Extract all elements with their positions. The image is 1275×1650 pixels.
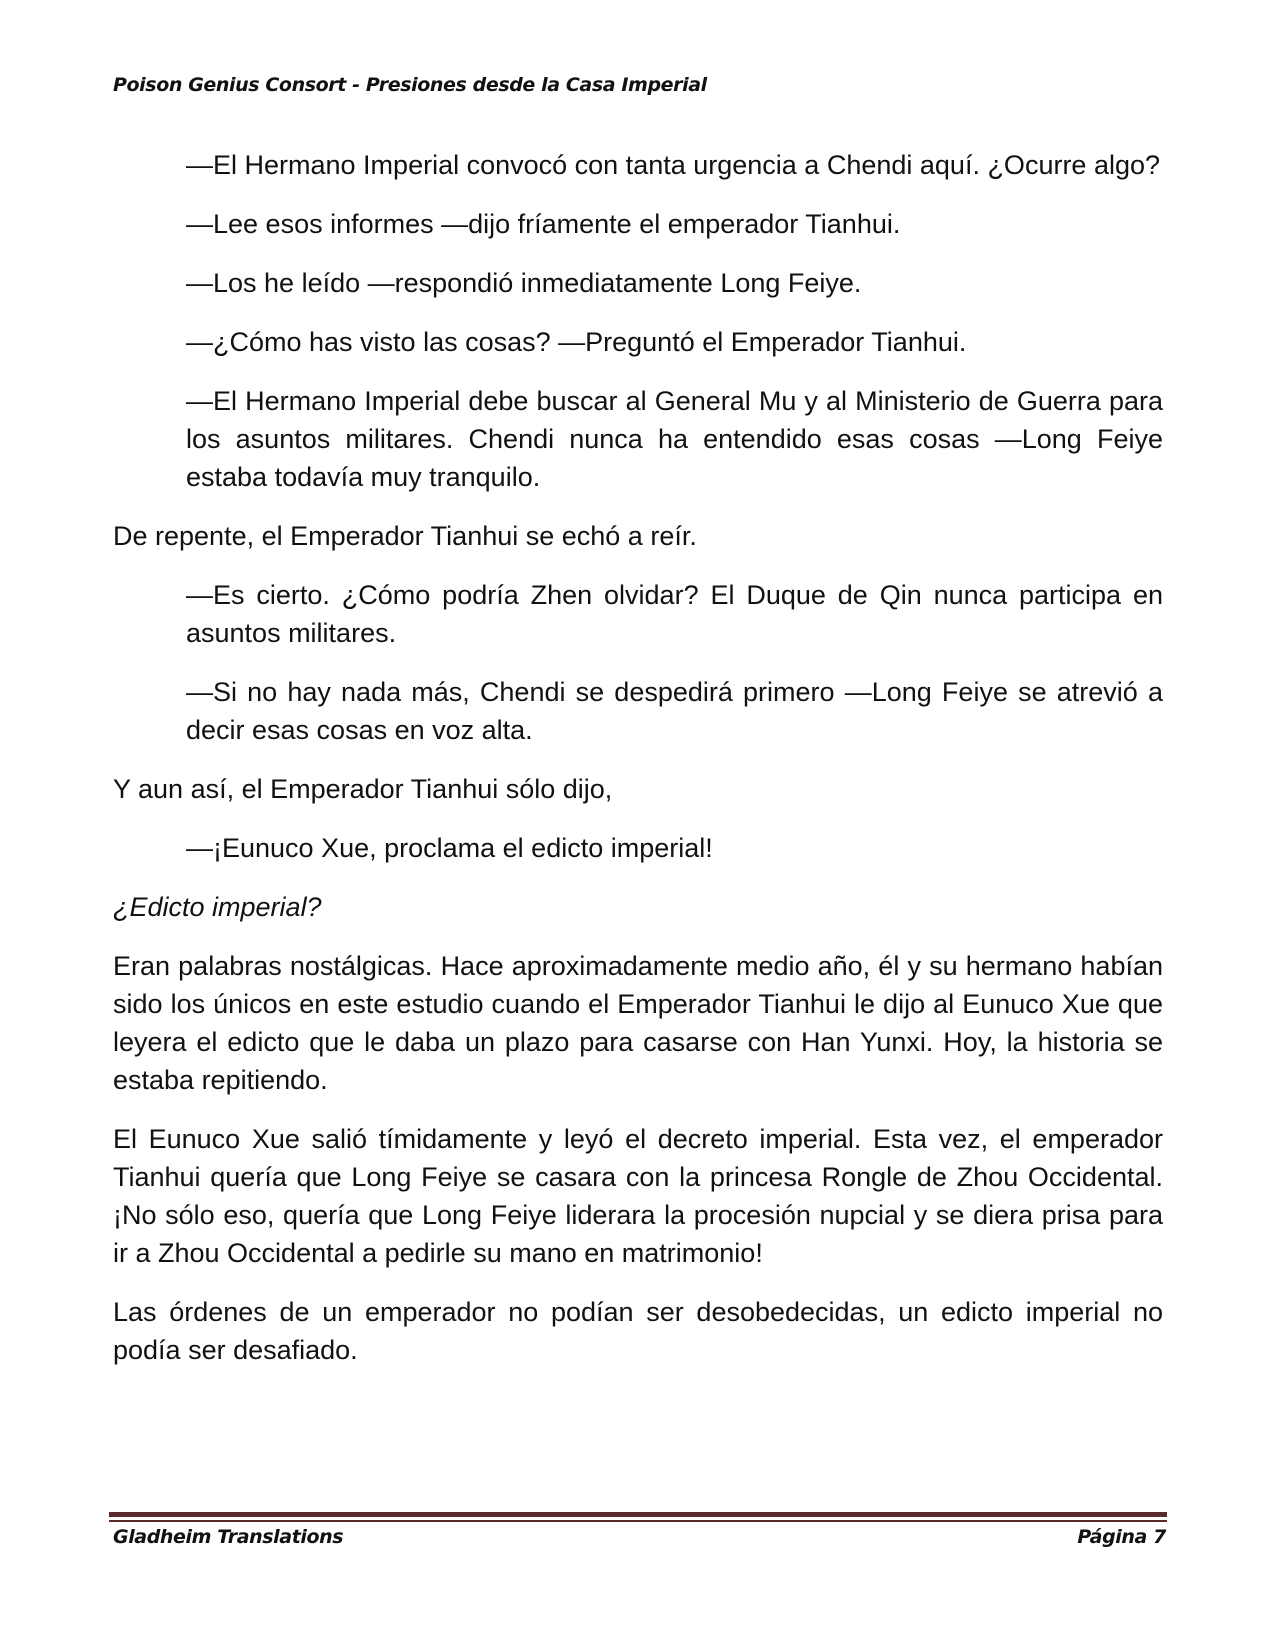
dialogue-paragraph: —¡Eunuco Xue, proclama el edicto imperial!: [186, 833, 713, 863]
dialogue-paragraph: —Lee esos informes —dijo fríamente el emperador Tianhui.: [186, 209, 901, 239]
document-body: [113, 146, 1163, 1390]
footer-divider-thin: [109, 1520, 1167, 1522]
footer-divider-thick: [109, 1512, 1167, 1517]
page-header-title: Poison Genius Consort - Presiones desde la Casa Imperial: [113, 74, 707, 96]
footer-page-number: Página 7: [1077, 1526, 1166, 1548]
footer-publisher: Gladheim Translations: [113, 1526, 344, 1548]
narration-paragraph: El Eunuco Xue salió tímidamente y leyó el decreto imperial. Esta vez, el emperador Tianhui quería que Long Feiye se casara con la princesa Rongle de Zhou Occidental. ¡No sólo eso, quería que Long Feiye liderara la procesión nupcial y se diera prisa para ir a Zhou Occidental a pedirle su mano en matrimonio!: [113, 1124, 1163, 1268]
thought-paragraph: ¿Edicto imperial?: [113, 892, 322, 922]
dialogue-paragraph: —Si no hay nada más, Chendi se despedirá primero —Long Feiye se atrevió a decir esas cosas en voz alta.: [186, 677, 1163, 745]
dialogue-paragraph: —El Hermano Imperial debe buscar al General Mu y al Ministerio de Guerra para los asuntos militares. Chendi nunca ha entendido esas cosas —Long Feiye estaba todavía muy tranquilo.: [186, 386, 1163, 492]
dialogue-paragraph: —Es cierto. ¿Cómo podría Zhen olvidar? El Duque de Qin nunca participa en asuntos militares.: [186, 580, 1163, 648]
dialogue-paragraph: —Los he leído —respondió inmediatamente Long Feiye.: [186, 268, 862, 298]
dialogue-paragraph: —El Hermano Imperial convocó con tanta urgencia a Chendi aquí. ¿Ocurre algo?: [186, 150, 1161, 180]
narration-paragraph: Las órdenes de un emperador no podían ser desobedecidas, un edicto imperial no podía ser desafiado.: [113, 1297, 1163, 1365]
dialogue-paragraph: —¿Cómo has visto las cosas? —Preguntó el Emperador Tianhui.: [186, 327, 967, 357]
narration-paragraph: De repente, el Emperador Tianhui se echó a reír.: [113, 521, 697, 551]
narration-paragraph: Eran palabras nostálgicas. Hace aproximadamente medio año, él y su hermano habían sido los únicos en este estudio cuando el Emperador Tianhui le dijo al Eunuco Xue que leyera el edicto que le daba un plazo para casarse con Han Yunxi. Hoy, la historia se estaba repitiendo.: [113, 951, 1163, 1095]
narration-paragraph: Y aun así, el Emperador Tianhui sólo dijo,: [113, 774, 613, 804]
